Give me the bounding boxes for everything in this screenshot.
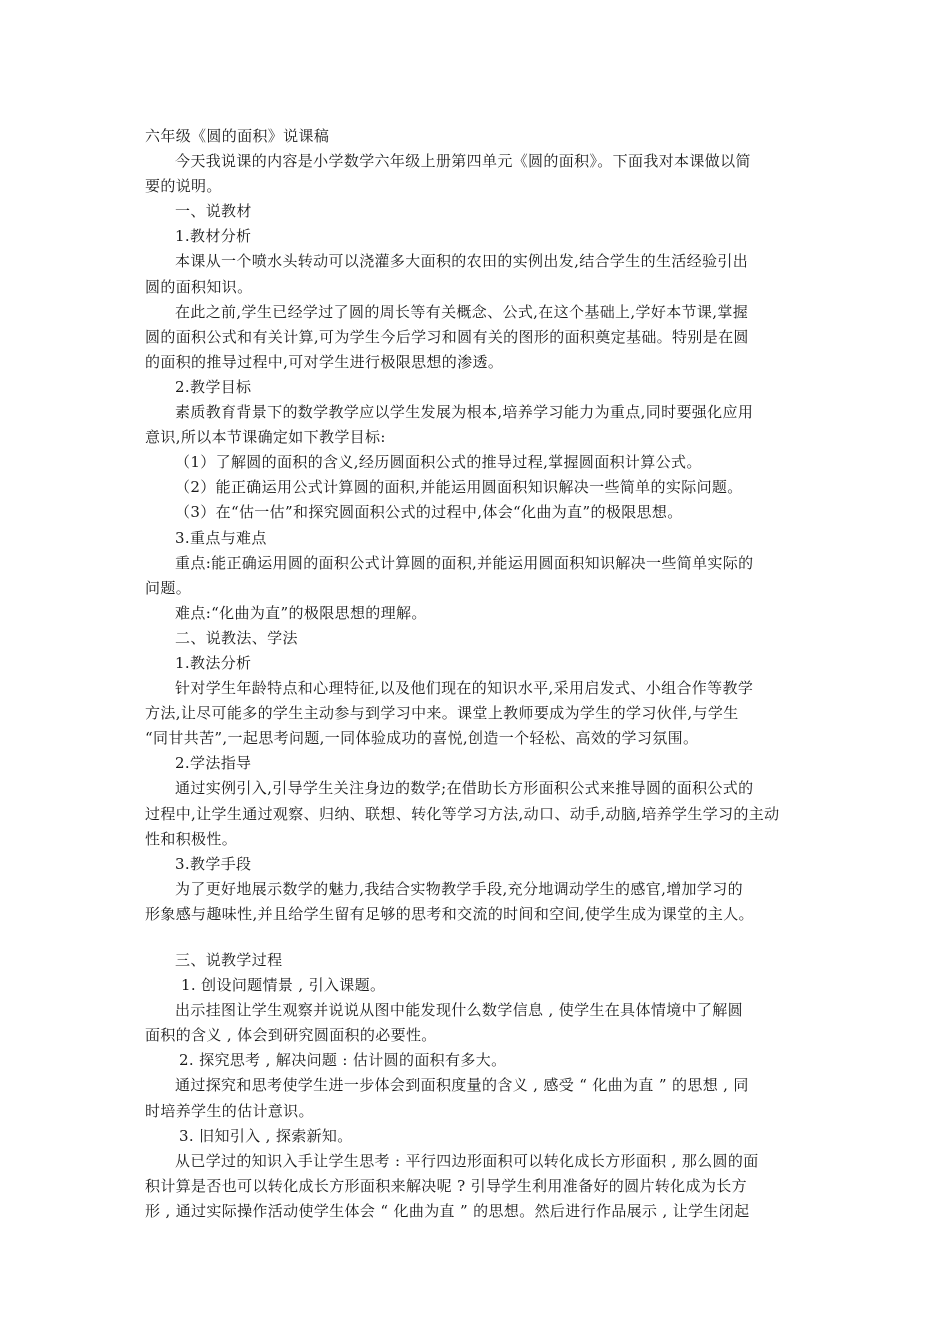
paragraph-line: 方法,让尽可能多的学生主动参与到学习中来。课堂上教师要成为学生的学习伙伴,与学生 [145, 704, 739, 723]
paragraph-line: 时培养学生的估计意识。 [145, 1101, 314, 1120]
document-page [145, 124, 810, 1224]
paragraph-line: 从已学过的知识入手让学生思考 : 平行四边形面积可以转化成长方形面积 , 那么圆的面 [175, 1151, 759, 1170]
subsection-heading: 1.教材分析 [175, 227, 252, 246]
step-heading: 2. 探究思考 , 解决问题 : 估计圆的面积有多大。 [179, 1051, 507, 1070]
paragraph-line: 意识,所以本节课确定如下教学目标: [145, 428, 386, 447]
paragraph-line: 性和积极性。 [145, 829, 238, 848]
paragraph-line: 圆的面积公式和有关计算,可为学生今后学习和圆有关的图形的面积奠定基础。特别是在圆 [145, 327, 749, 346]
paragraph-line: 今天我说课的内容是小学数学六年级上册第四单元《圆的面积》。下面我对本课做以简 [175, 152, 751, 171]
document-title: 六年级《圆的面积》说课稿 [145, 127, 330, 145]
paragraph-line: 问题。 [145, 578, 192, 597]
paragraph-line: 过程中,让学生通过观察、归纳、联想、转化等学习方法,动口、动手,动脑,培养学生学习的主动 [145, 804, 780, 823]
paragraph-line: 通过探究和思考使学生进一步体会到面积度量的含义 , 感受 “ 化曲为直 ” 的思想 , 同 [175, 1076, 749, 1095]
subsection-heading: 1.教法分析 [175, 653, 252, 672]
paragraph-line: 形象感与趣味性,并且给学生留有足够的思考和交流的时间和空间,使学生成为课堂的主人。 [145, 904, 754, 923]
paragraph-line: 积计算是否也可以转化成长方形面积来解决呢 ? 引导学生利用准备好的圆片转化成为长方 [145, 1176, 747, 1195]
paragraph-line: 形 , 通过实际操作活动使学生体会 “ 化曲为直 ” 的思想。然后进行作品展示 , 让学生闭起 [145, 1201, 750, 1220]
paragraph-line: 素质教育背景下的数学教学应以学生发展为根本,培养学习能力为重点,同时要强化应用 [175, 403, 754, 422]
subsection-heading: 2.教学目标 [175, 377, 252, 396]
goal-item: （1）了解圆的面积的含义,经历圆面积公式的推导过程,掌握圆面积计算公式。 [175, 453, 702, 472]
paragraph-line: 面积的含义 , 体会到研究圆面积的必要性。 [145, 1026, 437, 1045]
subsection-heading: 3.教学手段 [175, 854, 252, 873]
paragraph-line: 要的说明。 [145, 177, 222, 196]
section-heading: 二、说教法、学法 [175, 628, 298, 647]
subsection-heading: 3.重点与难点 [175, 528, 267, 547]
section-heading: 一、说教材 [175, 202, 252, 221]
paragraph-line: “同甘共苦”,一起思考问题,一同体验成功的喜悦,创造一个轻松、高效的学习氛围。 [145, 729, 699, 748]
paragraph-line: 为了更好地展示数学的魅力,我结合实物教学手段,充分地调动学生的感官,增加学习的 [175, 879, 743, 898]
paragraph-line: 本课从一个喷水头转动可以浇灌多大面积的农田的实例出发,结合学生的生活经验引出 [175, 252, 749, 271]
paragraph-line: 重点:能正确运用圆的面积公式计算圆的面积,并能运用圆面积知识解决一些简单实际的 [175, 553, 754, 572]
paragraph-line: 的面积的推导过程中,可对学生进行极限思想的渗透。 [145, 352, 504, 371]
step-heading: 3. 旧知引入 , 探索新知。 [179, 1126, 353, 1145]
goal-item: （2）能正确运用公式计算圆的面积,并能运用圆面积知识解决一些简单的实际问题。 [175, 478, 743, 497]
paragraph-line: 难点:“化曲为直”的极限思想的理解。 [175, 603, 427, 622]
paragraph-line: 出示挂图让学生观察并说说从图中能发现什么数学信息 , 使学生在具体情境中了解圆 [175, 1001, 743, 1020]
paragraph-line: 针对学生年龄特点和心理特征,以及他们现在的知识水平,采用启发式、小组合作等教学 [175, 679, 754, 698]
paragraph-line: 在此之前,学生已经学过了圆的周长等有关概念、公式,在这个基础上,学好本节课,掌握 [175, 302, 749, 321]
blank-line [145, 927, 810, 948]
section-heading: 三、说教学过程 [175, 951, 283, 969]
subsection-heading: 2.学法指导 [175, 754, 252, 773]
paragraph-line: 圆的面积知识。 [145, 277, 253, 296]
step-heading: 1. 创设问题情景 , 引入课题。 [181, 976, 386, 995]
paragraph-line: 通过实例引入,引导学生关注身边的数学;在借助长方形面积公式来推导圆的面积公式的 [175, 779, 754, 798]
goal-item: （3）在“估一估”和探究圆面积公式的过程中,体会“化曲为直”的极限思想。 [175, 503, 683, 522]
